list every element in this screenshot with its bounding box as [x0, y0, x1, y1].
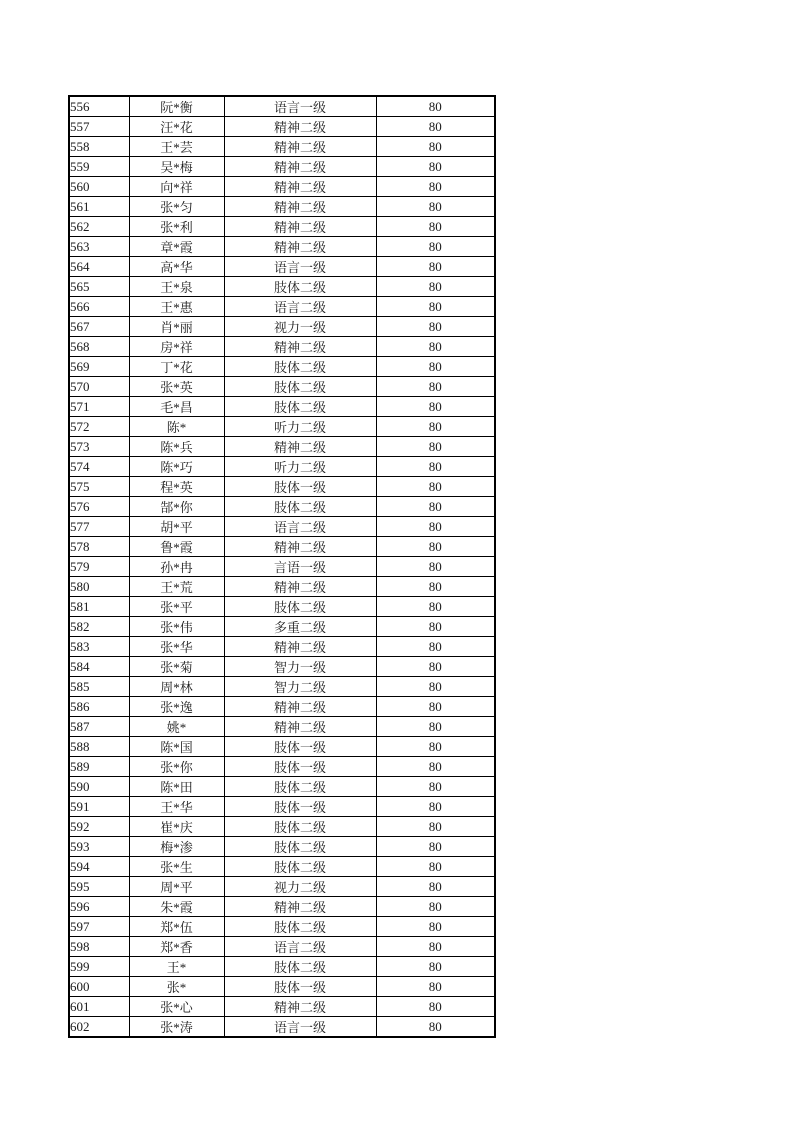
- cell-row-number: 593: [69, 837, 129, 857]
- cell-disability-category: 肢体一级: [224, 737, 376, 757]
- cell-disability-category: 听力二级: [224, 457, 376, 477]
- cell-row-number: 571: [69, 397, 129, 417]
- table-row: [69, 177, 495, 197]
- cell-disability-category: 言语一级: [224, 557, 376, 577]
- table-row: [69, 237, 495, 257]
- table-row: [69, 437, 495, 457]
- cell-disability-category: 智力二级: [224, 677, 376, 697]
- cell-disability-category: 肢体二级: [224, 917, 376, 937]
- cell-person-name: 向*祥: [129, 177, 224, 197]
- cell-row-number: 559: [69, 157, 129, 177]
- cell-amount: 80: [376, 657, 495, 677]
- cell-row-number: 589: [69, 757, 129, 777]
- table-row: [69, 597, 495, 617]
- cell-amount: 80: [376, 497, 495, 517]
- cell-disability-category: 精神二级: [224, 197, 376, 217]
- table-row: [69, 757, 495, 777]
- cell-person-name: 王*华: [129, 797, 224, 817]
- table-row: [69, 637, 495, 657]
- table-row: [69, 917, 495, 937]
- cell-row-number: 579: [69, 557, 129, 577]
- cell-amount: 80: [376, 597, 495, 617]
- cell-row-number: 602: [69, 1017, 129, 1038]
- cell-amount: 80: [376, 577, 495, 597]
- cell-disability-category: 语言一级: [224, 96, 376, 117]
- cell-person-name: 张*: [129, 977, 224, 997]
- cell-row-number: 570: [69, 377, 129, 397]
- cell-person-name: 张*菊: [129, 657, 224, 677]
- cell-person-name: 吴*梅: [129, 157, 224, 177]
- table-row: [69, 317, 495, 337]
- cell-disability-category: 精神二级: [224, 237, 376, 257]
- cell-row-number: 595: [69, 877, 129, 897]
- cell-disability-category: 多重二级: [224, 617, 376, 637]
- table-row: [69, 937, 495, 957]
- cell-row-number: 587: [69, 717, 129, 737]
- cell-person-name: 王*荒: [129, 577, 224, 597]
- cell-person-name: 张*英: [129, 377, 224, 397]
- cell-row-number: 566: [69, 297, 129, 317]
- table-row: [69, 517, 495, 537]
- cell-amount: 80: [376, 297, 495, 317]
- table-row: [69, 857, 495, 877]
- cell-row-number: 584: [69, 657, 129, 677]
- table-row: [69, 497, 495, 517]
- cell-disability-category: 肢体二级: [224, 957, 376, 977]
- table-row: [69, 337, 495, 357]
- cell-row-number: 581: [69, 597, 129, 617]
- table-row: [69, 477, 495, 497]
- cell-person-name: 鲁*霞: [129, 537, 224, 557]
- cell-row-number: 574: [69, 457, 129, 477]
- cell-amount: 80: [376, 137, 495, 157]
- table-row: [69, 777, 495, 797]
- cell-amount: 80: [376, 177, 495, 197]
- cell-person-name: 胡*平: [129, 517, 224, 537]
- cell-row-number: 560: [69, 177, 129, 197]
- cell-disability-category: 视力一级: [224, 317, 376, 337]
- table-row: [69, 957, 495, 977]
- table-row: [69, 137, 495, 157]
- cell-amount: 80: [376, 757, 495, 777]
- cell-amount: 80: [376, 957, 495, 977]
- cell-person-name: 张*涛: [129, 1017, 224, 1038]
- cell-row-number: 563: [69, 237, 129, 257]
- cell-amount: 80: [376, 677, 495, 697]
- cell-amount: 80: [376, 237, 495, 257]
- table-row: [69, 817, 495, 837]
- cell-person-name: 程*英: [129, 477, 224, 497]
- cell-person-name: 房*祥: [129, 337, 224, 357]
- cell-person-name: 朱*霞: [129, 897, 224, 917]
- cell-disability-category: 肢体一级: [224, 977, 376, 997]
- cell-disability-category: 语言二级: [224, 297, 376, 317]
- cell-amount: 80: [376, 117, 495, 137]
- cell-disability-category: 精神二级: [224, 137, 376, 157]
- cell-amount: 80: [376, 377, 495, 397]
- cell-disability-category: 肢体二级: [224, 357, 376, 377]
- cell-row-number: 592: [69, 817, 129, 837]
- cell-row-number: 561: [69, 197, 129, 217]
- cell-person-name: 高*华: [129, 257, 224, 277]
- cell-amount: 80: [376, 737, 495, 757]
- table-row: [69, 217, 495, 237]
- cell-disability-category: 肢体一级: [224, 757, 376, 777]
- cell-person-name: 张*利: [129, 217, 224, 237]
- cell-row-number: 576: [69, 497, 129, 517]
- table-row: [69, 277, 495, 297]
- cell-disability-category: 精神二级: [224, 697, 376, 717]
- table-row: [69, 657, 495, 677]
- cell-amount: 80: [376, 837, 495, 857]
- cell-person-name: 陈*巧: [129, 457, 224, 477]
- cell-amount: 80: [376, 1017, 495, 1038]
- cell-amount: 80: [376, 917, 495, 937]
- cell-row-number: 573: [69, 437, 129, 457]
- cell-person-name: 陈*: [129, 417, 224, 437]
- cell-person-name: 毛*昌: [129, 397, 224, 417]
- cell-person-name: 张*伟: [129, 617, 224, 637]
- cell-amount: 80: [376, 437, 495, 457]
- cell-disability-category: 肢体二级: [224, 397, 376, 417]
- cell-disability-category: 肢体二级: [224, 597, 376, 617]
- cell-person-name: 张*心: [129, 997, 224, 1017]
- cell-person-name: 陈*兵: [129, 437, 224, 457]
- cell-person-name: 梅*渗: [129, 837, 224, 857]
- table-row: [69, 117, 495, 137]
- cell-row-number: 585: [69, 677, 129, 697]
- cell-row-number: 599: [69, 957, 129, 977]
- cell-person-name: 陈*国: [129, 737, 224, 757]
- table-row: [69, 717, 495, 737]
- cell-person-name: 章*霞: [129, 237, 224, 257]
- cell-disability-category: 肢体二级: [224, 497, 376, 517]
- cell-person-name: 崔*庆: [129, 817, 224, 837]
- cell-row-number: 577: [69, 517, 129, 537]
- cell-amount: 80: [376, 797, 495, 817]
- cell-person-name: 郑*香: [129, 937, 224, 957]
- cell-row-number: 572: [69, 417, 129, 437]
- cell-person-name: 张*逸: [129, 697, 224, 717]
- cell-amount: 80: [376, 637, 495, 657]
- table-row: [69, 257, 495, 277]
- cell-disability-category: 听力二级: [224, 417, 376, 437]
- table-row: [69, 977, 495, 997]
- cell-disability-category: 肢体二级: [224, 777, 376, 797]
- cell-amount: 80: [376, 197, 495, 217]
- cell-disability-category: 精神二级: [224, 637, 376, 657]
- cell-row-number: 586: [69, 697, 129, 717]
- cell-disability-category: 肢体二级: [224, 277, 376, 297]
- table-row: [69, 397, 495, 417]
- cell-disability-category: 精神二级: [224, 537, 376, 557]
- cell-disability-category: 肢体二级: [224, 837, 376, 857]
- cell-person-name: 肖*丽: [129, 317, 224, 337]
- cell-row-number: 562: [69, 217, 129, 237]
- cell-person-name: 周*林: [129, 677, 224, 697]
- cell-disability-category: 精神二级: [224, 717, 376, 737]
- cell-disability-category: 肢体一级: [224, 797, 376, 817]
- cell-person-name: 张*平: [129, 597, 224, 617]
- cell-person-name: 张*生: [129, 857, 224, 877]
- cell-row-number: 583: [69, 637, 129, 657]
- table-row: [69, 157, 495, 177]
- cell-row-number: 578: [69, 537, 129, 557]
- cell-disability-category: 精神二级: [224, 437, 376, 457]
- cell-disability-category: 肢体二级: [224, 377, 376, 397]
- cell-person-name: 汪*花: [129, 117, 224, 137]
- cell-row-number: 567: [69, 317, 129, 337]
- cell-amount: 80: [376, 417, 495, 437]
- cell-row-number: 582: [69, 617, 129, 637]
- cell-disability-category: 精神二级: [224, 217, 376, 237]
- cell-amount: 80: [376, 277, 495, 297]
- cell-person-name: 王*: [129, 957, 224, 977]
- cell-person-name: 丁*花: [129, 357, 224, 377]
- cell-person-name: 周*平: [129, 877, 224, 897]
- table-row: [69, 537, 495, 557]
- table-row: [69, 557, 495, 577]
- cell-amount: 80: [376, 877, 495, 897]
- table-row: [69, 457, 495, 477]
- table-row: [69, 677, 495, 697]
- cell-amount: 80: [376, 697, 495, 717]
- cell-disability-category: 肢体一级: [224, 477, 376, 497]
- cell-disability-category: 精神二级: [224, 177, 376, 197]
- cell-row-number: 590: [69, 777, 129, 797]
- table-row: [69, 377, 495, 397]
- cell-amount: 80: [376, 857, 495, 877]
- cell-disability-category: 语言二级: [224, 937, 376, 957]
- cell-disability-category: 精神二级: [224, 337, 376, 357]
- cell-amount: 80: [376, 357, 495, 377]
- cell-disability-category: 精神二级: [224, 897, 376, 917]
- cell-row-number: 588: [69, 737, 129, 757]
- cell-row-number: 568: [69, 337, 129, 357]
- cell-row-number: 580: [69, 577, 129, 597]
- cell-disability-category: 语言二级: [224, 517, 376, 537]
- cell-person-name: 姚*: [129, 717, 224, 737]
- cell-disability-category: 精神二级: [224, 117, 376, 137]
- cell-disability-category: 语言一级: [224, 1017, 376, 1038]
- cell-person-name: 阮*衡: [129, 96, 224, 117]
- cell-amount: 80: [376, 217, 495, 237]
- cell-person-name: 孙*冉: [129, 557, 224, 577]
- cell-amount: 80: [376, 477, 495, 497]
- cell-disability-category: 肢体二级: [224, 817, 376, 837]
- table-row: [69, 297, 495, 317]
- cell-row-number: 598: [69, 937, 129, 957]
- cell-row-number: 558: [69, 137, 129, 157]
- cell-amount: 80: [376, 517, 495, 537]
- table-row: [69, 997, 495, 1017]
- cell-row-number: 591: [69, 797, 129, 817]
- cell-person-name: 张*华: [129, 637, 224, 657]
- cell-amount: 80: [376, 96, 495, 117]
- cell-amount: 80: [376, 257, 495, 277]
- cell-person-name: 张*你: [129, 757, 224, 777]
- cell-disability-category: 精神二级: [224, 997, 376, 1017]
- cell-disability-category: 智力一级: [224, 657, 376, 677]
- cell-row-number: 564: [69, 257, 129, 277]
- cell-amount: 80: [376, 157, 495, 177]
- cell-row-number: 594: [69, 857, 129, 877]
- cell-row-number: 600: [69, 977, 129, 997]
- table-row: [69, 1017, 495, 1038]
- cell-disability-category: 精神二级: [224, 157, 376, 177]
- table-row: [69, 837, 495, 857]
- cell-row-number: 601: [69, 997, 129, 1017]
- cell-amount: 80: [376, 617, 495, 637]
- cell-amount: 80: [376, 457, 495, 477]
- cell-amount: 80: [376, 817, 495, 837]
- cell-row-number: 569: [69, 357, 129, 377]
- cell-person-name: 郜*你: [129, 497, 224, 517]
- cell-amount: 80: [376, 557, 495, 577]
- table-row: [69, 737, 495, 757]
- cell-person-name: 陈*田: [129, 777, 224, 797]
- cell-person-name: 王*泉: [129, 277, 224, 297]
- table-row: [69, 357, 495, 377]
- cell-row-number: 556: [69, 96, 129, 117]
- cell-row-number: 596: [69, 897, 129, 917]
- table-row: [69, 897, 495, 917]
- cell-amount: 80: [376, 897, 495, 917]
- table-row: [69, 96, 495, 117]
- cell-amount: 80: [376, 537, 495, 557]
- cell-person-name: 王*芸: [129, 137, 224, 157]
- cell-person-name: 张*匀: [129, 197, 224, 217]
- cell-row-number: 597: [69, 917, 129, 937]
- cell-row-number: 575: [69, 477, 129, 497]
- cell-person-name: 王*惠: [129, 297, 224, 317]
- cell-amount: 80: [376, 397, 495, 417]
- cell-amount: 80: [376, 997, 495, 1017]
- table-row: [69, 697, 495, 717]
- cell-amount: 80: [376, 937, 495, 957]
- cell-row-number: 557: [69, 117, 129, 137]
- cell-amount: 80: [376, 977, 495, 997]
- cell-disability-category: 肢体二级: [224, 857, 376, 877]
- cell-disability-category: 精神二级: [224, 577, 376, 597]
- cell-amount: 80: [376, 317, 495, 337]
- table-body: [69, 96, 495, 1037]
- table-row: [69, 577, 495, 597]
- table-row: [69, 877, 495, 897]
- table-row: [69, 617, 495, 637]
- cell-person-name: 郑*伍: [129, 917, 224, 937]
- beneficiary-table: [68, 95, 496, 1038]
- table-row: [69, 197, 495, 217]
- cell-amount: 80: [376, 337, 495, 357]
- cell-amount: 80: [376, 777, 495, 797]
- cell-row-number: 565: [69, 277, 129, 297]
- cell-amount: 80: [376, 717, 495, 737]
- table-row: [69, 417, 495, 437]
- cell-disability-category: 语言一级: [224, 257, 376, 277]
- table-row: [69, 797, 495, 817]
- cell-disability-category: 视力二级: [224, 877, 376, 897]
